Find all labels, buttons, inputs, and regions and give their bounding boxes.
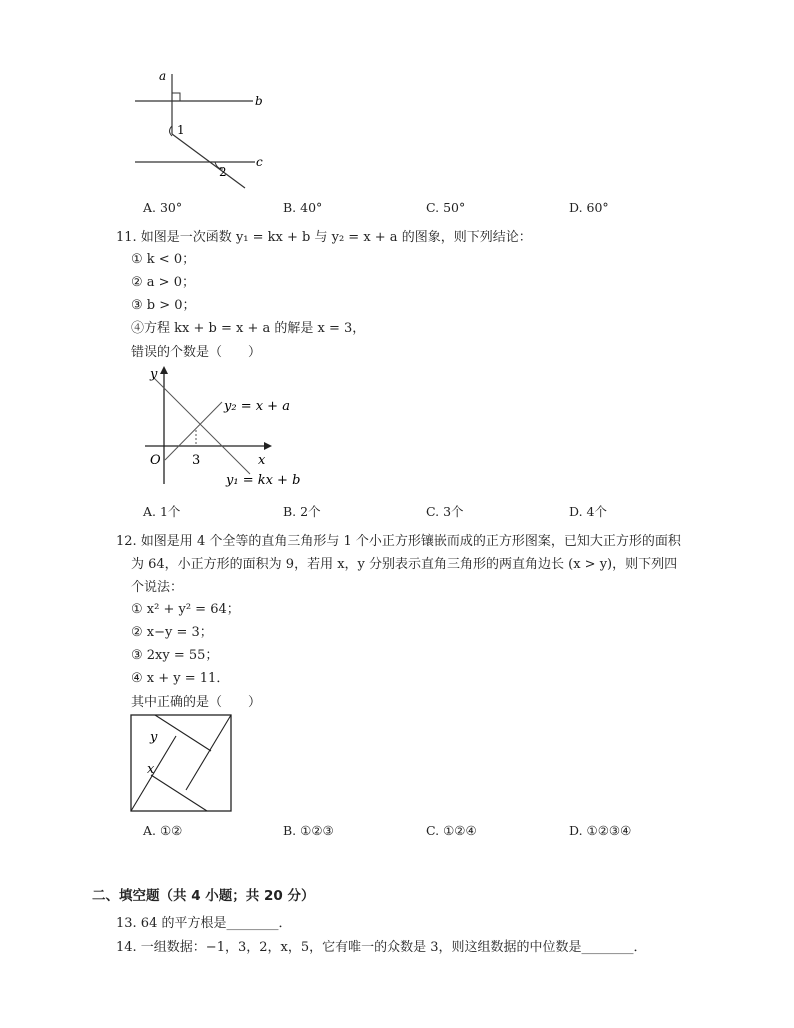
q11-question: 错误的个数是（ ） (131, 345, 262, 360)
line-y1-label: y₁ = kx + b (226, 473, 301, 488)
label-b: b (255, 94, 263, 108)
x-axis-label: x (258, 453, 266, 468)
q13-text: 13. 64 的平方根是________． (116, 916, 292, 931)
q11-item-3: ③ b > 0； (131, 298, 196, 313)
q11-item-4: ④方程 kx + b = x + a 的解是 x = 3， (131, 321, 366, 336)
label-2: 2 (219, 165, 227, 179)
q12-figure (128, 712, 234, 814)
y-axis-arrow (160, 366, 168, 374)
q14-text: 14. 一组数据：−1，3，2，x，5，它有唯一的众数是 3，则这组数据的中位数是________． (116, 940, 647, 955)
section-2-title: 二、填空题（共 4 小题；共 20 分） (92, 888, 315, 904)
q12-item-1: ① x² + y² = 64； (131, 602, 240, 617)
q12-item-3: ③ 2xy = 55； (131, 648, 219, 663)
label-a: a (159, 69, 167, 83)
q12-stem-line-2: 为 64，小正方形的面积为 9，若用 x，y 分别表示直角三角形的两直角边长 (x > y)，则下列四 (131, 557, 678, 572)
label-y: y (150, 730, 158, 745)
y-axis-label: y (150, 367, 158, 382)
line-y2 (165, 402, 222, 460)
q11-item-2: ② a > 0； (131, 275, 195, 290)
q12-option-d: D. ①②③④ (569, 823, 632, 838)
triangle-edge-2 (155, 715, 211, 751)
line-y2-label: y₂ = x + a (224, 399, 290, 414)
q11-graph (140, 364, 305, 494)
q10-option-a: A. 30° (143, 200, 183, 215)
origin-label: O (150, 453, 161, 468)
q12-stem-line-3: 个说法： (131, 580, 184, 595)
q11-option-a: A. 1个 (143, 504, 181, 519)
transversal-line (172, 134, 245, 188)
q12-option-c: C. ①②④ (426, 823, 477, 838)
q12-item-4: ④ x + y = 11． (131, 671, 230, 686)
q12-option-b: B. ①②③ (283, 823, 334, 838)
x-axis-arrow (264, 442, 272, 450)
q10-figure (125, 66, 270, 191)
line-y1 (154, 378, 250, 474)
right-angle-mark (172, 93, 180, 101)
label-c: c (256, 155, 263, 169)
q10-option-d: D. 60° (569, 200, 609, 215)
q11-option-d: D. 4个 (569, 504, 607, 519)
q11-option-c: C. 3个 (426, 504, 464, 519)
label-1: 1 (177, 123, 185, 137)
q11-stem: 11. 如图是一次函数 y₁ = kx + b 与 y₂ = x + a 的图象，则下列结论： (116, 230, 532, 245)
q11-option-b: B. 2个 (283, 504, 321, 519)
triangle-edge-3 (186, 715, 231, 790)
q10-option-b: B. 40° (283, 200, 323, 215)
tick-3-label: 3 (192, 453, 201, 468)
q11-item-1: ① k < 0； (131, 252, 196, 267)
big-square (131, 715, 231, 811)
q12-question: 其中正确的是（ ） (131, 695, 262, 710)
q10-option-c: C. 50° (426, 200, 466, 215)
q12-option-a: A. ①② (143, 823, 183, 838)
label-x: x (147, 762, 155, 777)
triangle-edge-4 (151, 775, 207, 811)
q12-item-2: ② x−y = 3； (131, 625, 213, 640)
q12-stem-line-1: 12. 如图是用 4 个全等的直角三角形与 1 个小正方形镶嵌而成的正方形图案，已知大正方形的面积 (116, 534, 681, 549)
